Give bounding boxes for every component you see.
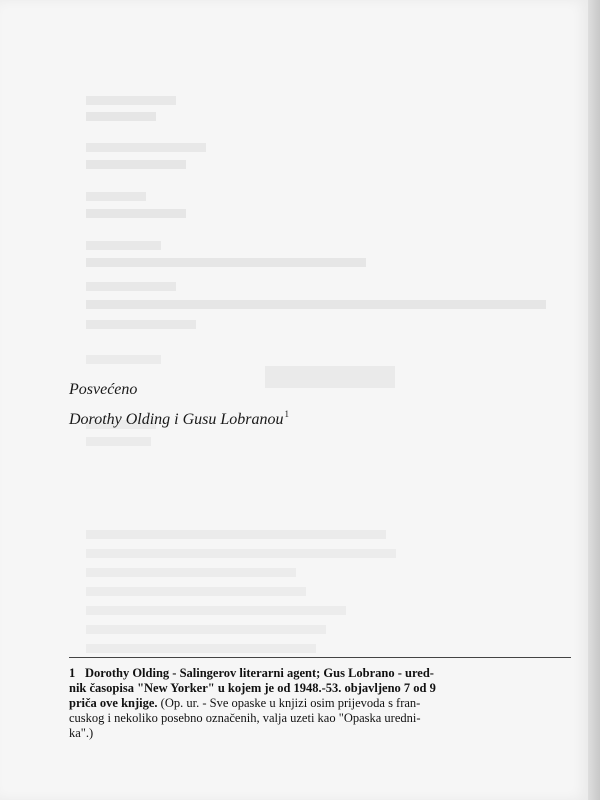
footnote-line-1 [69,666,577,681]
footnote-bold-text-1: Dorothy Olding - Salingerov literarni agent; Gus Lobrano - ured- [85,666,434,680]
dedication-names [69,402,289,432]
footnote-bold-text-2: nik časopisa "New Yorker" u kojem je od 1948.-53. objavljeno 7 od 9 [69,681,436,695]
dedication-heading: Posvećeno [69,381,138,398]
footnote-bold-text-3: priča ove knjige. [69,696,158,710]
footnote-number: 1 [69,666,76,680]
footnote-text-3: (Op. ur. - Sve opaske u knjizi osim prijevoda s fran- [157,696,421,710]
dedication [69,378,289,432]
footnote-marker: 1 [284,409,290,419]
footnote-line-4: cuskog i nekoliko posebno označenih, valja uzeti kao "Opaska uredni- [69,711,421,725]
footnote-line-5: ka".) [69,726,94,740]
footnote-divider [69,657,571,658]
dedication-names-text: Dorothy Olding i Gusu Lobranou [69,411,284,428]
footnote-line-2 [69,681,577,696]
page-edge-shadow [588,0,600,800]
footnote [69,666,577,741]
footnote-line-3 [69,696,577,711]
